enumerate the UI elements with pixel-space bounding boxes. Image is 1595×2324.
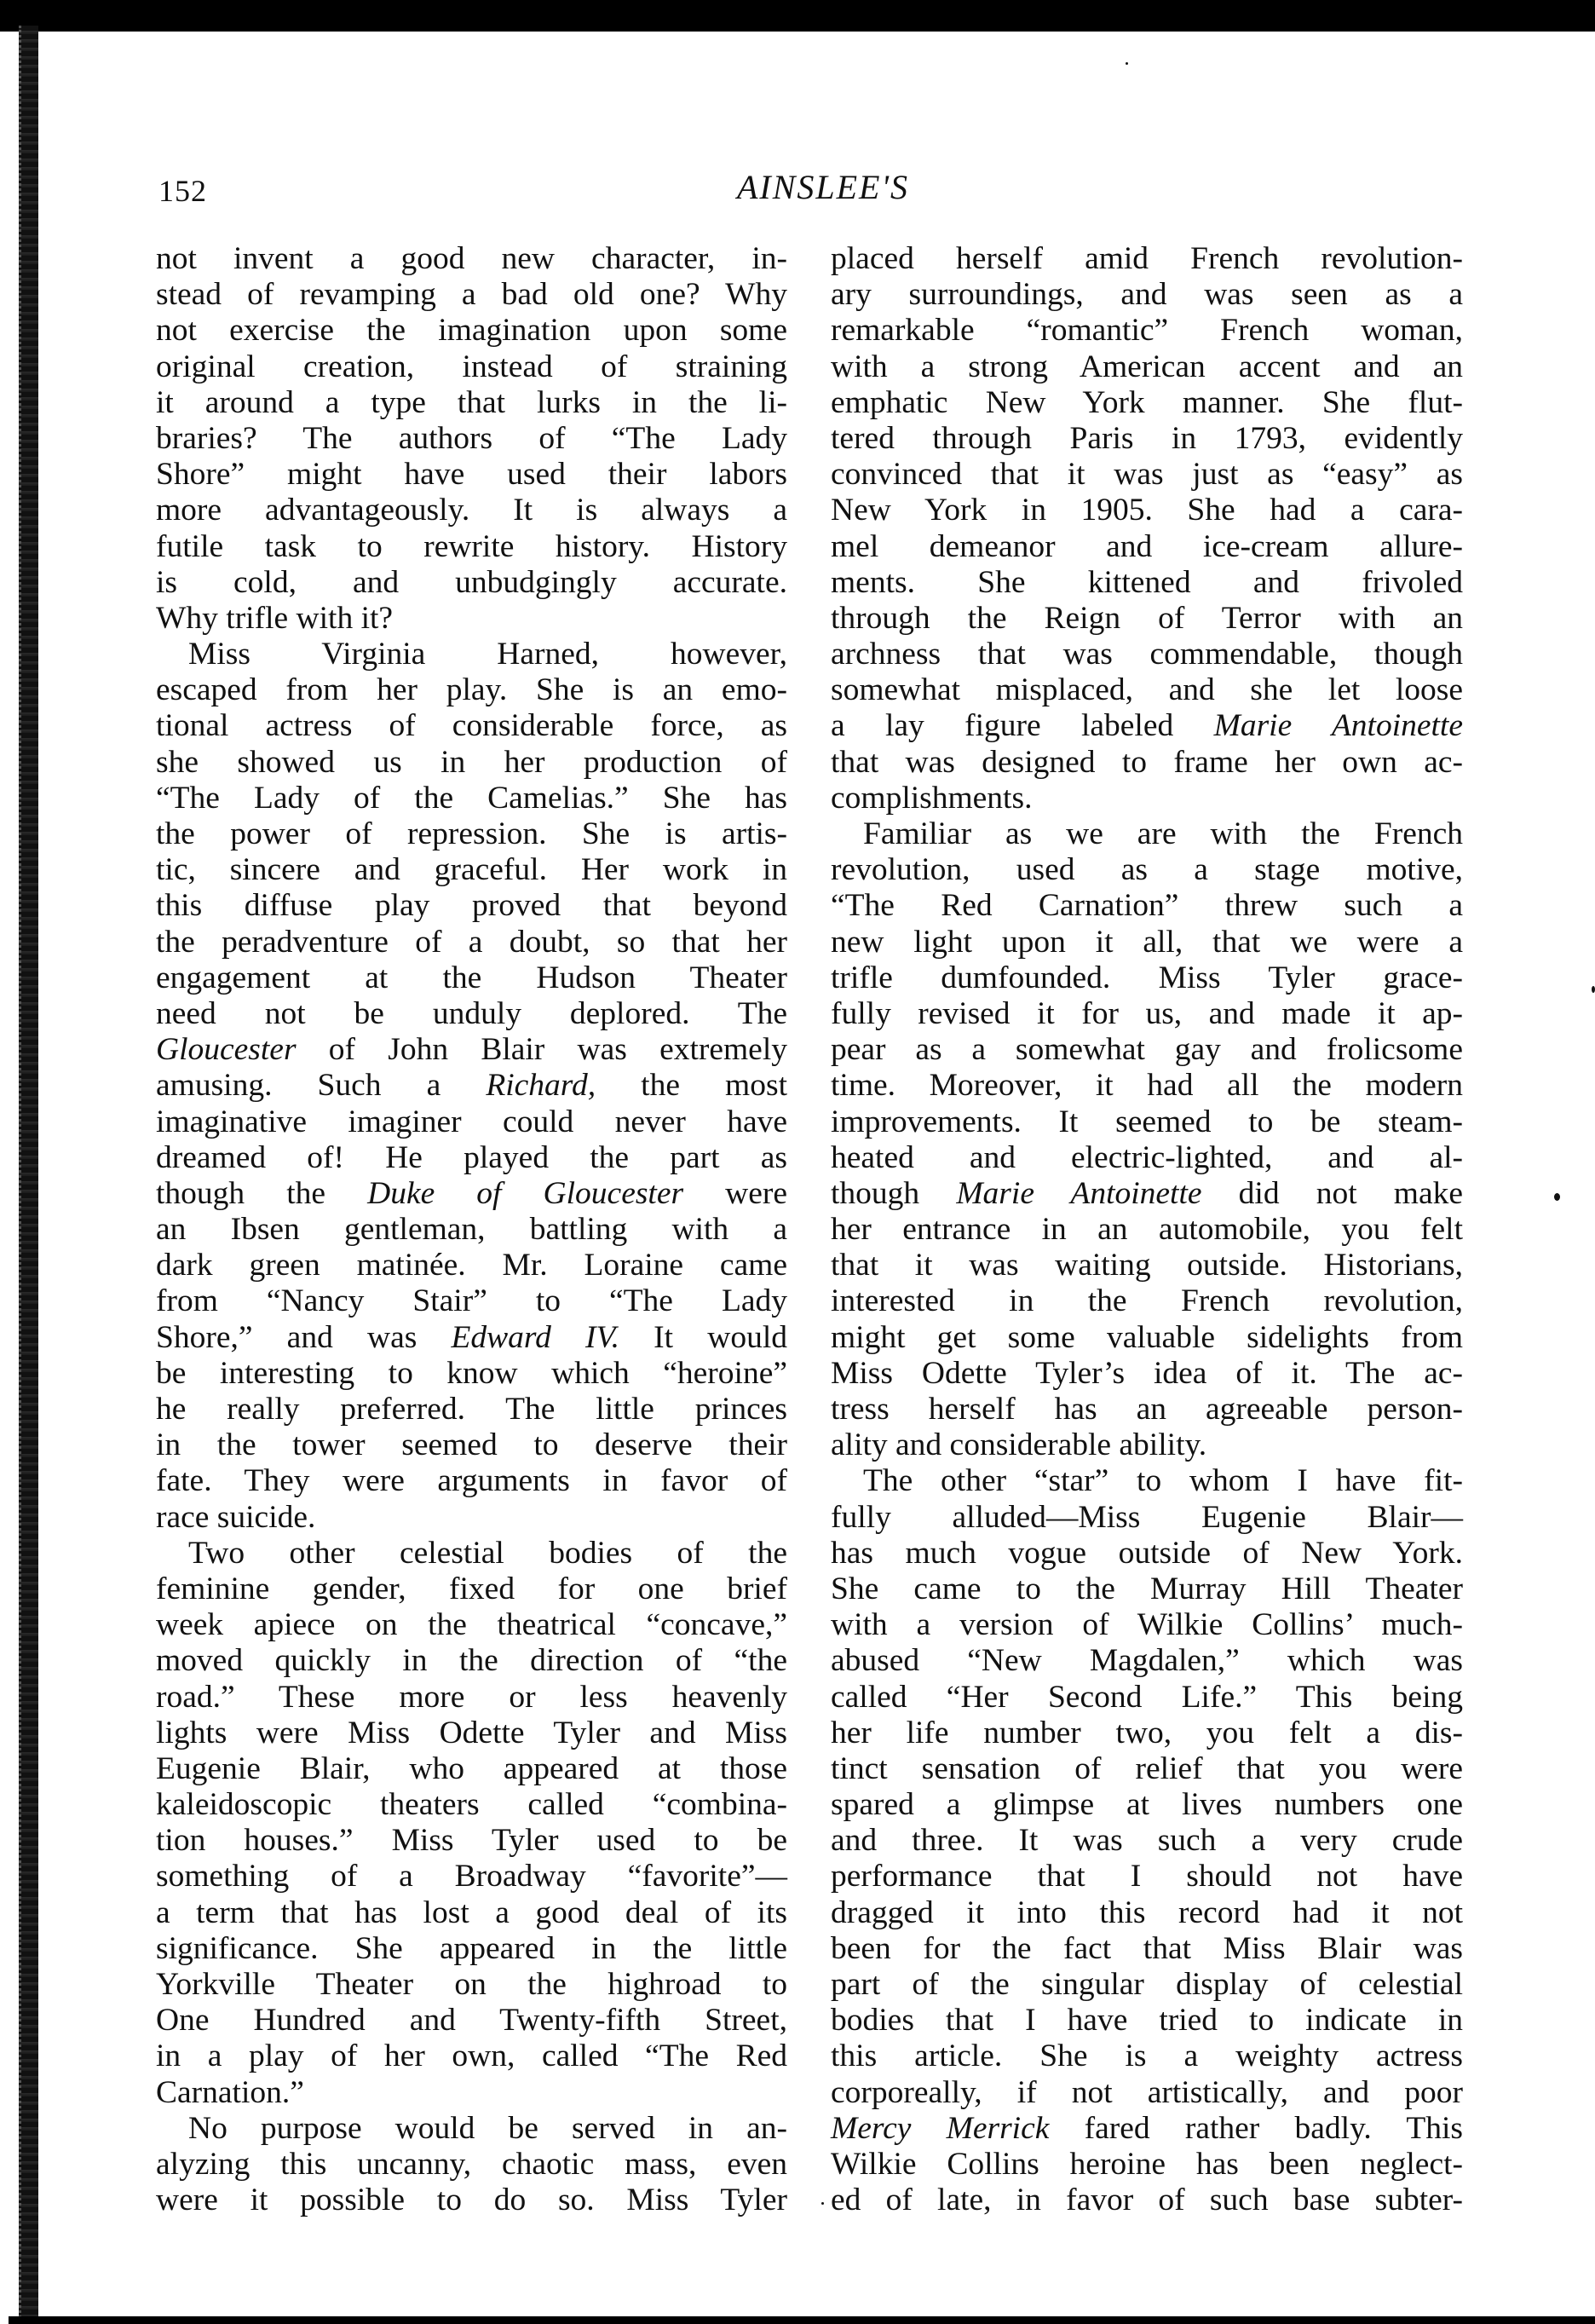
text-line: time. Moreover, it had all the modern — [831, 1068, 1463, 1104]
text-line: Familiar as we are with the French — [863, 816, 1463, 851]
text-line: significance. She appeared in the little — [156, 1930, 787, 1966]
text-line: The other “star” to whom I have fit- — [863, 1463, 1463, 1499]
text-fragment: fared rather badly. This — [1049, 2110, 1463, 2146]
text-line: Miss Odette Tyler’s idea of it. The ac- — [831, 1355, 1463, 1391]
text-line: ary surroundings, and was seen as a — [831, 277, 1463, 313]
text-line: dragged it into this record had it not — [831, 1894, 1463, 1930]
text-line: from “Nancy Stair” to “The Lady — [156, 1283, 787, 1319]
text-line: Wilkie Collins heroine has been neglect- — [831, 2146, 1463, 2182]
text-fragment: It would — [619, 1319, 787, 1355]
italic-name: Duke of Gloucester — [367, 1175, 684, 1211]
text-line: heated and electric-lighted, and al- — [831, 1139, 1463, 1175]
text-line: bodies that I have tried to indicate in — [831, 2003, 1463, 2039]
text-line: escaped from her play. She is an emo- — [156, 672, 787, 708]
text-line: were it possible to do so. Miss Tyler — [156, 2183, 787, 2218]
text-line: New York in 1905. She had a cara- — [831, 493, 1463, 528]
text-line: Yorkville Theater on the highroad to — [156, 1967, 787, 2002]
text-line: he really preferred. The little princes — [156, 1392, 787, 1427]
italic-name: Marie Antoinette — [956, 1175, 1202, 1211]
text-line: tered through Paris in 1793, evidently — [831, 420, 1463, 456]
text-line: tional actress of considerable force, as — [156, 708, 787, 744]
text-line: spared a glimpse at lives numbers one — [831, 1787, 1463, 1823]
scan-speck — [821, 2202, 824, 2205]
text-fragment: the most — [596, 1068, 787, 1104]
text-line: with a strong American accent and an — [831, 349, 1463, 384]
text-line: alyzing this uncanny, chaotic mass, even — [156, 2146, 787, 2182]
text-line: this diffuse play proved that beyond — [156, 888, 787, 924]
italic-name: Gloucester — [156, 1032, 297, 1068]
text-fragment: a lay figure labeled — [831, 708, 1214, 744]
scan-speck — [1592, 986, 1595, 993]
text-line: convinced that it was just as “easy” as — [831, 457, 1463, 493]
text-line: tic, sincere and graceful. Her work in — [156, 852, 787, 888]
text-line: corporeally, if not artistically, and poor — [831, 2074, 1463, 2110]
text-line: week apiece on the theatrical “concave,” — [156, 1607, 787, 1643]
text-line — [156, 1176, 787, 1212]
text-line: fully revised it for us, and made it ap- — [831, 995, 1463, 1031]
text-line: part of the singular display of celestial — [831, 1967, 1463, 2002]
text-line: futile task to rewrite history. History — [156, 528, 787, 564]
text-line: abused “New Magdalen,” which was — [831, 1643, 1463, 1679]
right-text-column — [831, 241, 1463, 2218]
text-line: road.” These more or less heavenly — [156, 1679, 787, 1715]
text-line: placed herself amid French revolution- — [831, 241, 1463, 276]
text-line: has much vogue outside of New York. — [831, 1535, 1463, 1571]
text-line: not exercise the imagination upon some — [156, 313, 787, 349]
text-line: the power of repression. She is artis- — [156, 816, 787, 851]
text-line: mel demeanor and ice-cream allure- — [831, 528, 1463, 564]
text-line: not invent a good new character, in- — [156, 241, 787, 276]
text-line: more advantageously. It is always a — [156, 493, 787, 528]
text-line — [156, 1032, 787, 1068]
italic-name: Marie Antoinette — [1213, 708, 1463, 744]
text-line: something of a Broadway “favorite”— — [156, 1859, 787, 1894]
text-line — [831, 2111, 1463, 2147]
text-line: that it was waiting outside. Historians, — [831, 1248, 1463, 1283]
text-line: and three. It was such a very crude — [831, 1823, 1463, 1859]
italic-name: Edward IV. — [451, 1319, 619, 1355]
text-fragment: though — [831, 1175, 957, 1211]
text-line: archness that was commendable, though — [831, 637, 1463, 672]
italic-name: Richard, — [486, 1068, 596, 1104]
scan-speck — [1126, 62, 1128, 65]
text-line: be interesting to know which “heroine” — [156, 1355, 787, 1391]
text-fragment: were — [683, 1175, 788, 1211]
text-line: new light upon it all, that we were a — [831, 924, 1463, 960]
text-line — [831, 1176, 1463, 1212]
text-fragment: amusing. Such a — [156, 1068, 487, 1104]
text-line: an Ibsen gentleman, battling with a — [156, 1212, 787, 1248]
text-line: dark green matinée. Mr. Loraine came — [156, 1248, 787, 1283]
italic-name: Mercy Merrick — [831, 2110, 1050, 2146]
text-line: been for the fact that Miss Blair was — [831, 1930, 1463, 1966]
text-line: in a play of her own, called “The Red — [156, 2039, 787, 2074]
text-line: remarkable “romantic” French woman, — [831, 313, 1463, 349]
text-line: moved quickly in the direction of “the — [156, 1643, 787, 1679]
text-line: complishments. — [831, 780, 1033, 816]
scan-top-border — [0, 0, 1595, 32]
text-fragment: though the — [156, 1175, 368, 1211]
text-line: emphatic New York manner. She flut- — [831, 384, 1463, 420]
text-line — [156, 1068, 787, 1104]
text-line: her life number two, you felt a dis- — [831, 1715, 1463, 1750]
text-fragment: of John Blair was extremely — [296, 1032, 787, 1068]
text-line: through the Reign of Terror with an — [831, 600, 1463, 636]
text-line: her entrance in an automobile, you felt — [831, 1212, 1463, 1248]
text-line: in the tower seemed to deserve their — [156, 1427, 787, 1463]
text-line: lights were Miss Odette Tyler and Miss — [156, 1715, 787, 1750]
text-line: engagement at the Hudson Theater — [156, 960, 787, 995]
text-line: Carnation.” — [156, 2074, 304, 2110]
text-line: tinct sensation of relief that you were — [831, 1750, 1463, 1786]
text-line: the peradventure of a doubt, so that her — [156, 924, 787, 960]
scan-bottom-border — [9, 2316, 1595, 2324]
text-fragment: Shore,” and was — [156, 1319, 452, 1355]
text-line: called “Her Second Life.” This being — [831, 1679, 1463, 1715]
text-line: “The Red Carnation” threw such a — [831, 888, 1463, 924]
text-line: feminine gender, fixed for one brief — [156, 1571, 787, 1606]
text-line: She came to the Murray Hill Theater — [831, 1571, 1463, 1606]
text-line: she showed us in her production of — [156, 744, 787, 780]
text-line: it around a type that lurks in the li- — [156, 384, 787, 420]
text-line: Shore” might have used their labors — [156, 457, 787, 493]
text-line: interested in the French revolution, — [831, 1283, 1463, 1319]
text-line: somewhat misplaced, and she let loose — [831, 672, 1463, 708]
text-line: stead of revamping a bad old one? Why — [156, 277, 787, 313]
text-line: revolution, used as a stage motive, — [831, 852, 1463, 888]
text-line — [156, 1320, 787, 1356]
book-spine-edge — [19, 26, 38, 2318]
text-line: ed of late, in favor of such base subter- — [831, 2183, 1463, 2218]
text-line: ality and considerable ability. — [831, 1427, 1207, 1463]
text-line: improvements. It seemed to be steam- — [831, 1104, 1463, 1139]
text-line — [831, 708, 1463, 744]
left-text-column — [156, 241, 787, 2218]
text-line: Miss Virginia Harned, however, — [188, 637, 787, 672]
page-number: 152 — [158, 174, 207, 208]
text-line: is cold, and unbudgingly accurate. — [156, 564, 787, 600]
text-line: pear as a somewhat gay and frolicsome — [831, 1032, 1463, 1068]
text-line: dreamed of! He played the part as — [156, 1139, 787, 1175]
text-line: original creation, instead of straining — [156, 349, 787, 384]
text-line: ments. She kittened and frivoled — [831, 564, 1463, 600]
text-line: tress herself has an agreeable person- — [831, 1392, 1463, 1427]
text-line: tion houses.” Miss Tyler used to be — [156, 1823, 787, 1859]
text-line: this article. She is a weighty actress — [831, 2039, 1463, 2074]
text-line: “The Lady of the Camelias.” She has — [156, 780, 787, 816]
text-line: Two other celestial bodies of the — [188, 1535, 787, 1571]
text-line: fully alluded—Miss Eugenie Blair— — [831, 1499, 1463, 1535]
text-line: imaginative imaginer could never have — [156, 1104, 787, 1139]
scan-speck — [1554, 1193, 1560, 1201]
text-line: might get some valuable sidelights from — [831, 1319, 1463, 1355]
text-line: braries? The authors of “The Lady — [156, 420, 787, 456]
text-line: Eugenie Blair, who appeared at those — [156, 1750, 787, 1786]
text-line: that was designed to frame her own ac- — [831, 744, 1463, 780]
text-line: One Hundred and Twenty-fifth Street, — [156, 2003, 787, 2039]
text-fragment: did not make — [1201, 1175, 1464, 1211]
running-head: AINSLEE'S — [736, 168, 910, 206]
text-line: race suicide. — [156, 1499, 316, 1535]
text-line: a term that has lost a good deal of its — [156, 1894, 787, 1930]
text-line: need not be unduly deplored. The — [156, 995, 787, 1031]
text-line: Why trifle with it? — [156, 600, 394, 636]
text-line: performance that I should not have — [831, 1859, 1463, 1894]
text-line: kaleidoscopic theaters called “combina- — [156, 1787, 787, 1823]
text-line: fate. They were arguments in favor of — [156, 1463, 787, 1499]
text-line: No purpose would be served in an- — [188, 2110, 787, 2146]
text-line: with a version of Wilkie Collins’ much- — [831, 1607, 1463, 1643]
text-line: trifle dumfounded. Miss Tyler grace- — [831, 960, 1463, 995]
